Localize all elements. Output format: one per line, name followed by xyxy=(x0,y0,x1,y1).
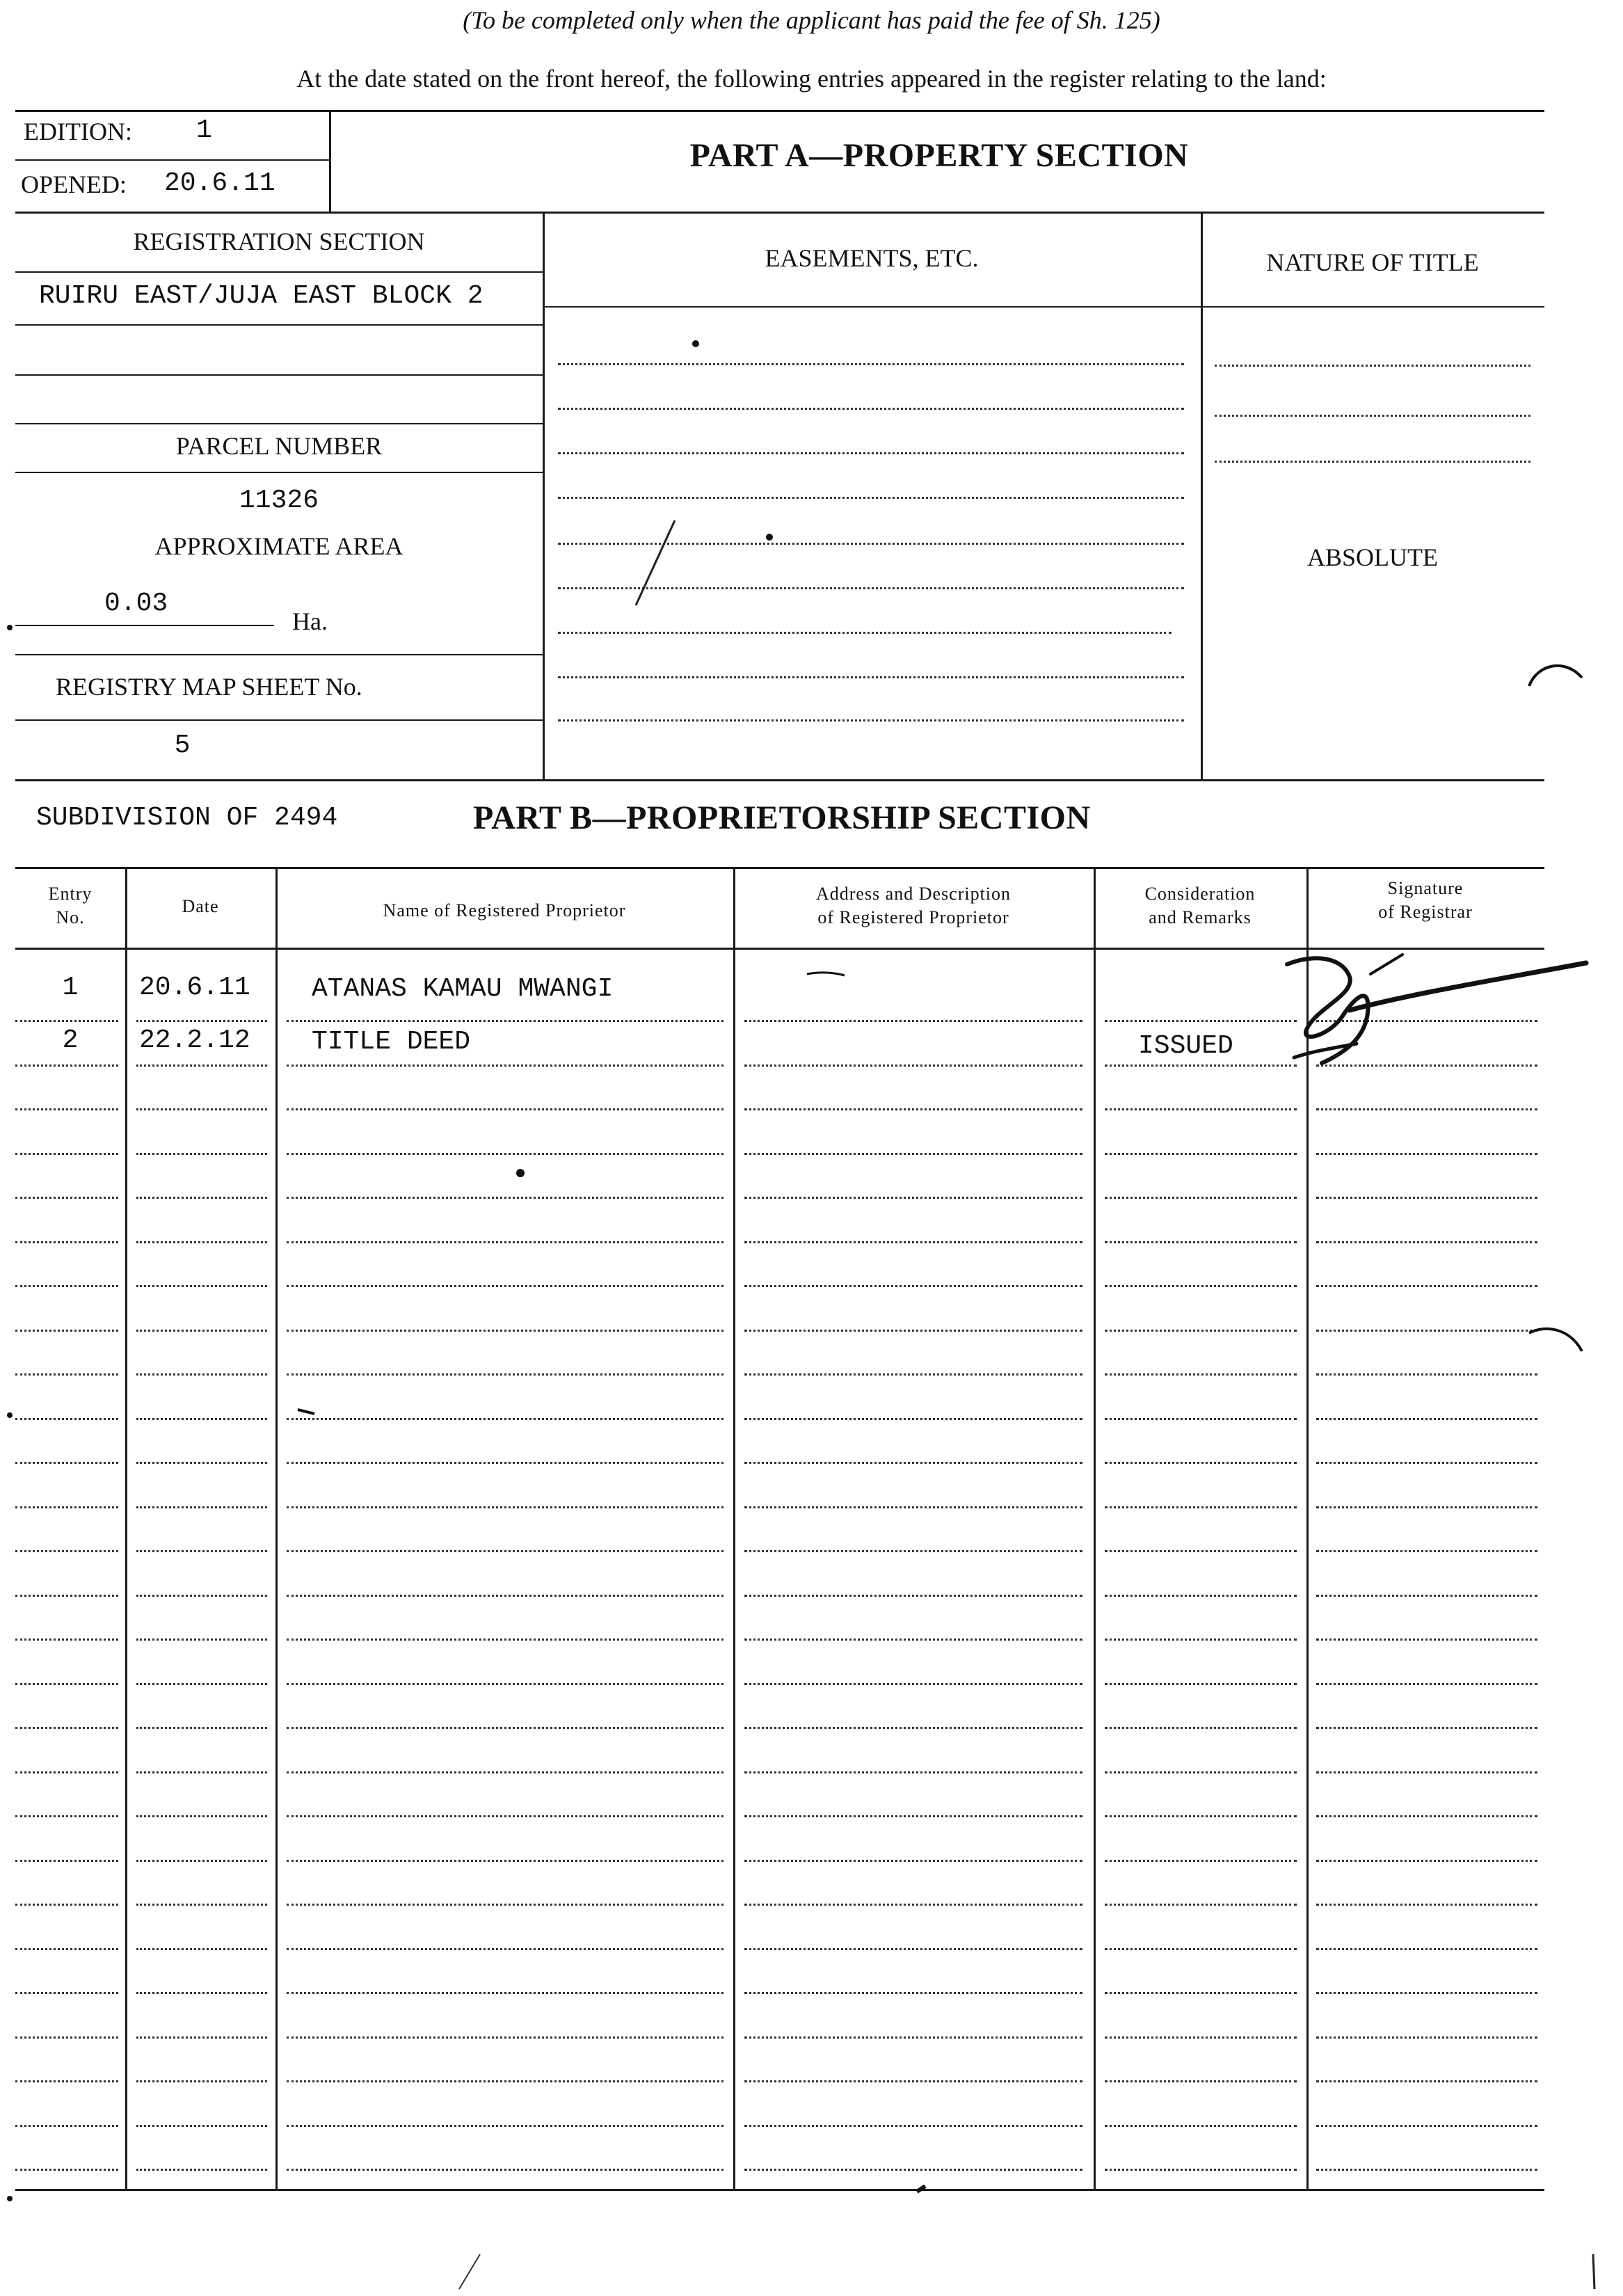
intro-text: At the date stated on the front hereof, the following entries appeared in the register relating to the land: xyxy=(296,65,1327,93)
entry-2-number: 2 xyxy=(62,1026,79,1055)
col-header-entry-line1: Entry xyxy=(48,884,93,904)
fee-note: (To be completed only when the applicant has paid the fee of Sh. 125) xyxy=(463,6,1160,34)
col-header-signature-line2: of Registrar xyxy=(1378,902,1473,922)
approximate-area-value: 0.03 xyxy=(104,589,168,619)
edition-label: EDITION: xyxy=(24,118,132,145)
subdivision-text: SUBDIVISION OF 2494 xyxy=(36,803,338,833)
registration-section-value: RUIRU EAST/JUJA EAST BLOCK 2 xyxy=(39,281,483,311)
parcel-number-value: 11326 xyxy=(239,486,319,516)
part-b-title: PART B—PROPRIETORSHIP SECTION xyxy=(473,799,1091,836)
nature-of-title-label: NATURE OF TITLE xyxy=(1266,248,1479,276)
edition-value: 1 xyxy=(196,115,212,145)
opened-label: OPENED: xyxy=(21,170,127,198)
nature-of-title-value: ABSOLUTE xyxy=(1307,543,1438,571)
parcel-number-label: PARCEL NUMBER xyxy=(175,432,383,460)
col-header-signature-line1: Signature xyxy=(1387,878,1464,898)
entry-2-date: 22.2.12 xyxy=(139,1026,250,1055)
registry-map-sheet-value: 5 xyxy=(174,731,191,760)
registration-section-label: REGISTRATION SECTION xyxy=(133,228,425,255)
opened-value: 20.6.11 xyxy=(164,168,275,198)
col-header-consideration-line1: Consideration xyxy=(1144,884,1256,904)
entry-1-number: 1 xyxy=(62,973,79,1003)
col-header-date: Date xyxy=(182,896,219,916)
registry-map-sheet-label: REGISTRY MAP SHEET No. xyxy=(56,673,362,701)
entry-1-date: 20.6.11 xyxy=(139,973,250,1003)
entry-2-remarks: ISSUED xyxy=(1138,1031,1233,1061)
col-header-address-line1: Address and Description xyxy=(815,884,1012,904)
col-header-address-line2: of Registered Proprietor xyxy=(817,907,1009,927)
area-unit: Ha. xyxy=(292,607,328,635)
entry-2-name: TITLE DEED xyxy=(312,1027,471,1057)
entry-1-name: ATANAS KAMAU MWANGI xyxy=(312,974,614,1004)
part-a-title: PART A—PROPERTY SECTION xyxy=(689,137,1189,174)
col-header-consideration-line2: and Remarks xyxy=(1149,907,1252,927)
col-header-entry-line2: No. xyxy=(56,907,85,927)
easements-label: EASEMENTS, ETC. xyxy=(765,244,979,272)
col-header-name: Name of Registered Proprietor xyxy=(383,900,626,920)
approximate-area-label: APPROXIMATE AREA xyxy=(154,532,403,560)
